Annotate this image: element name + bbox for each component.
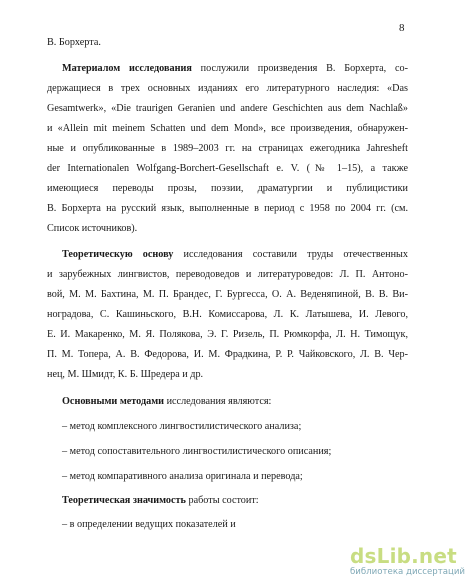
line-text: послужили произведения В. Борхерта, со-: [191, 63, 408, 74]
paragraph-significance: [62, 494, 259, 507]
line-text: – метод сопоставительного лингвостилистического описания;: [62, 446, 332, 457]
heading-materials: Материалом исследования: [62, 63, 192, 74]
line-text: П. М. Топера, А. В. Федорова, И. М. Фрадкина, Р. Р. Чайковского, Л. В. Чер-: [47, 349, 408, 360]
line-text: Gesamtwerk», «Die traurigen Geranien und andere Geschichten aus dem Nachlaß»: [47, 103, 408, 114]
text-line: [47, 368, 203, 381]
line-text: der Internationalen Wolfgang-Borchert-Gesellschaft e. V. (№ 1–15), а также: [47, 163, 408, 174]
list-item: [62, 518, 236, 531]
line-text: – метод комплексного лингвостилистического анализа;: [62, 421, 302, 432]
watermark-subtitle: библиотека диссертаций: [350, 567, 465, 577]
list-item: [62, 445, 331, 458]
list-item: [62, 420, 301, 433]
text-line: [47, 348, 408, 361]
text-line: [47, 182, 408, 195]
text-line: [47, 222, 137, 235]
line-text: держащиеся в трех основных изданиях его литературного наследия: «Das: [47, 83, 408, 94]
list-item: [62, 470, 303, 483]
line-text: имеющиеся переводы прозы, поэзии, драматургии и публицистики: [47, 183, 408, 194]
text-line: [47, 102, 408, 115]
text-line: [47, 122, 408, 135]
line-text: ные и опубликованные в 1989–2003 гг. на страницах ежегодника Jahresheft: [47, 143, 408, 154]
heading-methods: Основными методами: [62, 396, 165, 407]
line-text: исследования составили труды отечественных: [173, 249, 408, 260]
text-line: [47, 288, 408, 301]
heading-theory: Теоретическую основу: [62, 249, 174, 260]
line-text: Е. И. Макаренко, М. Я. Полякова, Э. Г. Ризель, П. Рюмкорфа, Л. Н. Тимощук,: [47, 329, 408, 340]
paragraph-methods: [62, 395, 271, 408]
paragraph-materials: [62, 62, 408, 75]
line-text: В. Борхерта.: [47, 37, 101, 48]
line-text: Список источников).: [47, 223, 138, 234]
line-text: и «Allein mit meinem Schatten und dem Mond», все произведения, обнаружен-: [47, 123, 408, 134]
line-text: исследования являются:: [164, 396, 272, 407]
watermark-logo: [350, 544, 465, 581]
text-line: [47, 82, 408, 95]
heading-significance: Теоретическая значимость: [62, 495, 186, 506]
text-line: [47, 202, 408, 215]
line-text: и зарубежных лингвистов, переводоведов и литературоведов: Л. П. Антоно-: [47, 269, 408, 280]
line-text: нец, М. Шмидт, К. Б. Шредера и др.: [47, 369, 204, 380]
watermark-brand: dsLib.net: [350, 544, 457, 568]
text-line: [47, 142, 408, 155]
text-line: [47, 328, 408, 341]
line-text: – метод компаративного анализа оригинала и перевода;: [62, 471, 303, 482]
line-text: ноградова, С. Кашиньского, В.Н. Комиссарова, Л. К. Латышева, И. Левого,: [47, 309, 408, 320]
line-text: работы состоит:: [185, 495, 259, 506]
text-line: [47, 162, 408, 175]
page-number: 8: [399, 22, 405, 34]
paragraph-theory: [62, 248, 408, 261]
text-line: [47, 36, 101, 49]
text-line: [47, 308, 408, 321]
line-text: вой, М. М. Бахтина, М. П. Брандес, Г. Бургесса, О. А. Веденяпиной, В. В. Ви-: [47, 289, 408, 300]
text-line: [47, 268, 408, 281]
line-text: В. Борхерта на русский язык, выполненные в период с 1958 по 2004 гг. (см.: [47, 203, 408, 214]
line-text: – в определении ведущих показателей и: [62, 519, 236, 530]
